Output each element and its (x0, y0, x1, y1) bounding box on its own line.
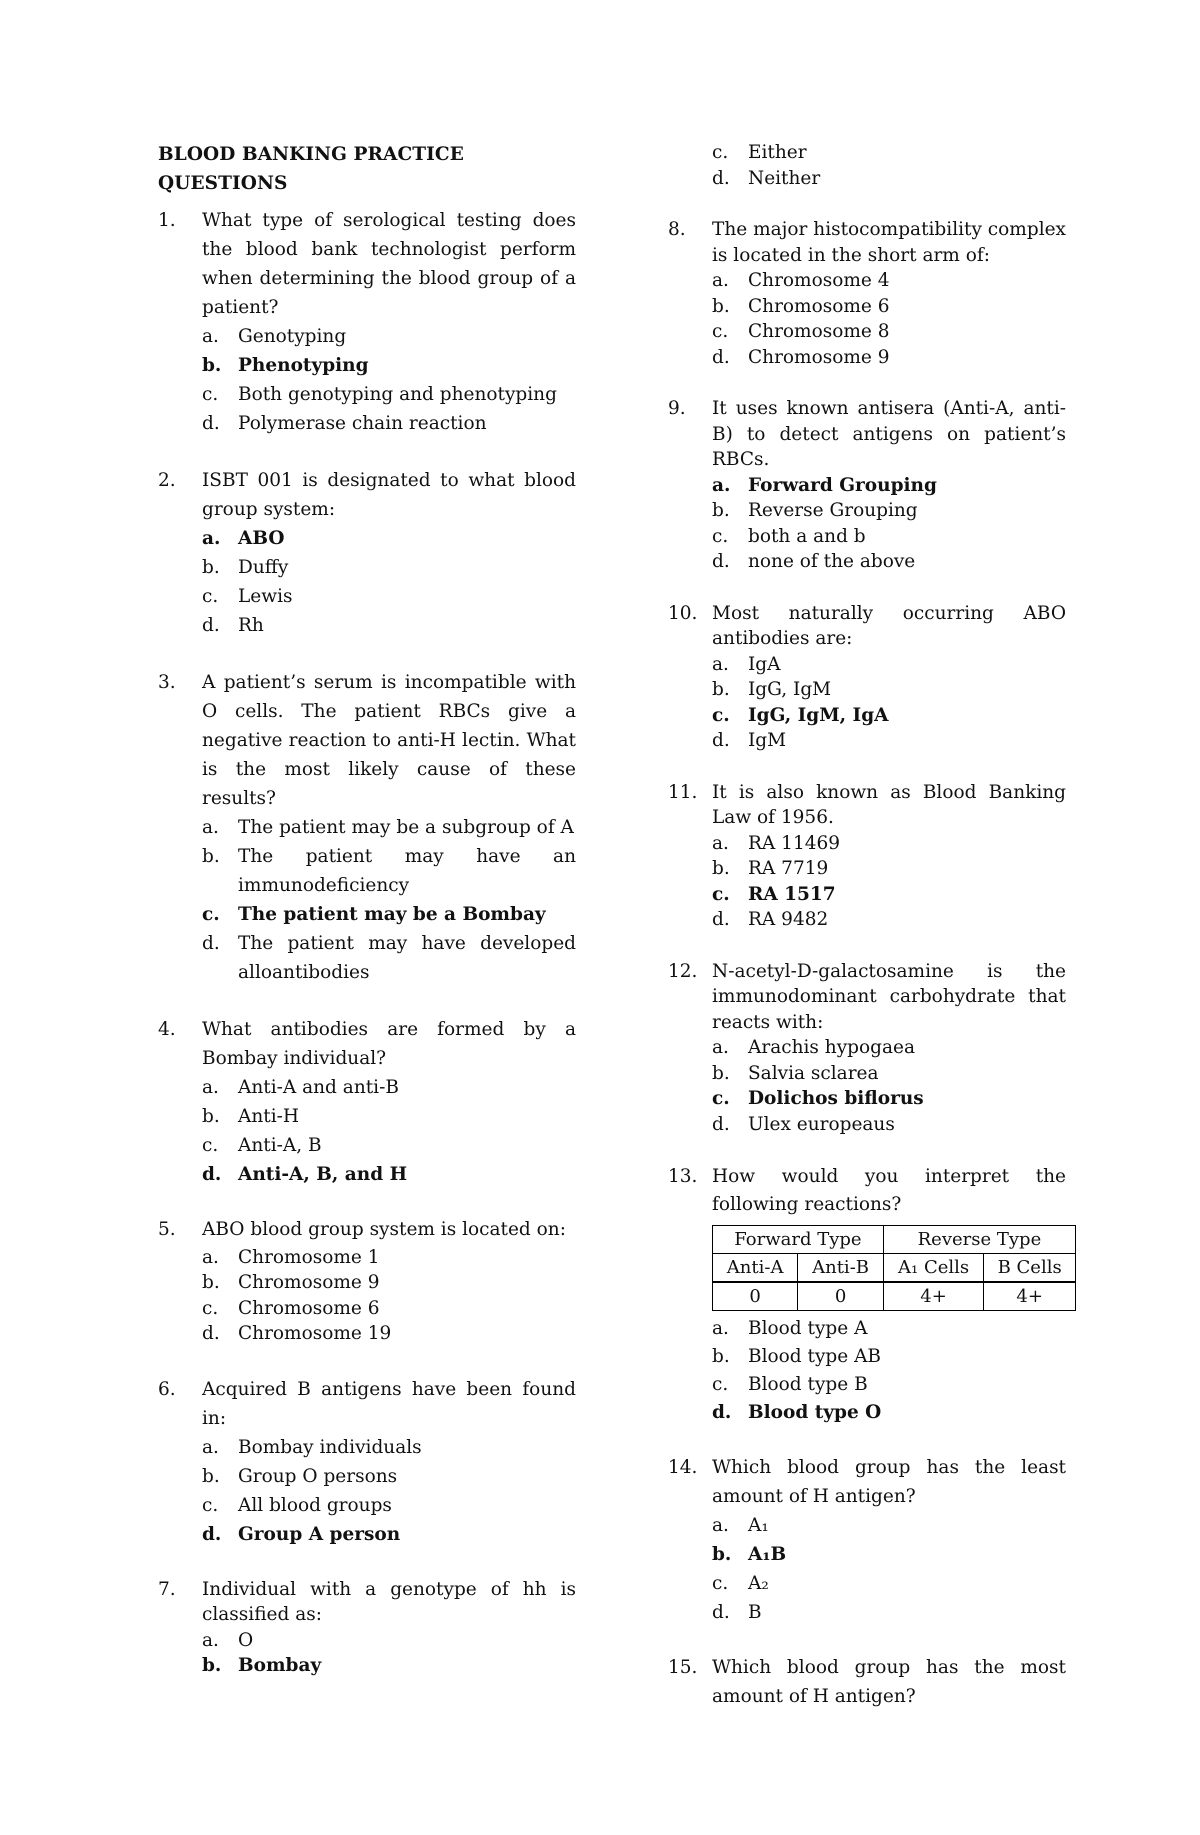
table-group-header-row (713, 1226, 1076, 1254)
question-number: 8. (668, 219, 686, 240)
question-number: 15. (668, 1657, 698, 1678)
option-c: c. Chromosome 6 (202, 1297, 380, 1319)
question-7 (158, 1577, 576, 1679)
anti-a-value: 0 (713, 1282, 798, 1311)
question-number: 1. (158, 210, 176, 231)
option-b: b. Group O persons (202, 1465, 398, 1487)
option-b-answer: b. A₁B (712, 1544, 787, 1565)
b-cells-header: B Cells (984, 1254, 1076, 1283)
option-d: d. none of the above (712, 551, 916, 572)
question-text: Which blood group has the least amount of H antigen? (712, 1457, 1066, 1507)
question-text: What type of serological testing does the blood bank technologist perform when determining the blood group of a patient? (202, 210, 576, 318)
option-d: d. Neither (712, 167, 821, 189)
option-b: b. Duffy (202, 557, 289, 578)
question-number: 7. (158, 1578, 176, 1600)
option-a: a. The patient may be a subgroup of A (202, 817, 574, 838)
question-number: 12. (668, 960, 698, 982)
question-2 (158, 466, 576, 640)
page-title: BLOOD BANKING PRACTICE QUESTIONS (158, 144, 464, 194)
question-5 (158, 1217, 576, 1347)
reactions-table (712, 1225, 1076, 1311)
question-text: Individual with a genotype of hh is classified as: (202, 1578, 576, 1625)
option-d: d. Chromosome 19 (202, 1323, 392, 1344)
option-b: b. Chromosome 9 (202, 1272, 380, 1293)
question-number: 13. (668, 1166, 698, 1187)
question-text: A patient’s serum is incompatible with O cells. The patient RBCs give a negative reaction to anti-H lectin. What is the most likely cause of these results? (202, 672, 576, 809)
question-text: ABO blood group system is located on: (202, 1219, 566, 1240)
question-text: Acquired B antigens have been found in: (202, 1378, 576, 1429)
question-14 (668, 1453, 1066, 1627)
a1-cells-value: 4+ (883, 1282, 983, 1311)
option-d: d. Ulex europeaus (712, 1113, 895, 1135)
option-a: a. Bombay individuals (202, 1436, 422, 1458)
question-13 (668, 1163, 1066, 1427)
option-b: b. Anti-H (202, 1106, 300, 1127)
question-number: 5. (158, 1219, 176, 1240)
option-c: c. Blood type B (712, 1374, 868, 1395)
anti-b-header: Anti-B (798, 1254, 884, 1283)
option-d: d. IgM (712, 730, 787, 751)
right-column (668, 140, 1066, 1737)
option-d: d. The patient may have developed alloantibodies (202, 933, 576, 983)
table-column-header-row (713, 1254, 1076, 1283)
option-b: b. The patient may have an immunodeficiency (202, 846, 576, 896)
option-b: b. Blood type AB (712, 1346, 882, 1367)
option-b: b. Salvia sclarea (712, 1062, 879, 1084)
option-d: d. Rh (202, 615, 264, 636)
b-cells-value: 4+ (984, 1282, 1076, 1311)
question-number: 10. (668, 602, 698, 624)
option-a: a. Blood type A (712, 1318, 868, 1339)
question-text: What antibodies are formed by a Bombay individual? (202, 1019, 576, 1069)
option-a: a. Genotyping (202, 326, 347, 347)
question-text: N-acetyl-D-galactosamine is the immunodominant carbohydrate that reacts with: (712, 960, 1066, 1033)
question-text: ISBT 001 is designated to what blood group system: (202, 470, 576, 520)
reverse-type-header: Reverse Type (883, 1226, 1075, 1254)
option-b: b. RA 7719 (712, 858, 829, 879)
question-number: 2. (158, 470, 176, 491)
option-d-answer: d. Anti-A, B, and H (202, 1164, 408, 1185)
option-c: c. Anti-A, B (202, 1135, 322, 1156)
question-4 (158, 1015, 576, 1189)
question-text: It uses known antisera (Anti-A, anti-B) to detect antigens on patient’s RBCs. (712, 398, 1066, 470)
table-row (713, 1282, 1076, 1311)
left-column (158, 140, 576, 1707)
option-a: a. IgA (712, 653, 781, 675)
option-c: c. A₂ (712, 1573, 769, 1594)
question-text: It is also known as Blood Banking Law of 1956. (712, 781, 1066, 828)
option-c-answer: c. RA 1517 (712, 883, 836, 905)
option-d: d. Polymerase chain reaction (202, 413, 487, 434)
question-7-continued (668, 140, 1066, 191)
option-b-answer: b. Phenotyping (202, 355, 369, 376)
option-a: a. Chromosome 4 (712, 270, 890, 291)
option-b: b. IgG, IgM (712, 679, 832, 700)
option-a: a. Arachis hypogaea (712, 1037, 915, 1058)
forward-type-header: Forward Type (713, 1226, 884, 1254)
question-9 (668, 396, 1066, 575)
option-d: d. Chromosome 9 (712, 346, 890, 368)
question-number: 4. (158, 1019, 176, 1040)
question-text: Most naturally occurring ABO antibodies are: (712, 602, 1066, 649)
option-c: c. Chromosome 8 (712, 321, 890, 342)
question-number: 6. (158, 1378, 176, 1400)
option-d: d. B (712, 1602, 762, 1623)
option-c-answer: c. The patient may be a Bombay (202, 904, 546, 925)
option-c: c. Either (712, 142, 807, 163)
option-c: c. All blood groups (202, 1494, 392, 1516)
question-text: Which blood group has the most amount of H antigen? (712, 1657, 1066, 1707)
question-text: The major histocompatibility complex is located in the short arm of: (712, 219, 1066, 266)
option-c-answer: c. IgG, IgM, IgA (712, 704, 889, 726)
question-number: 14. (668, 1457, 698, 1478)
option-d-answer: d. Group A person (202, 1523, 401, 1545)
option-a: a. Anti-A and anti-B (202, 1077, 399, 1098)
question-text: How would you interpret the following reactions? (712, 1166, 1066, 1215)
question-number: 9. (668, 398, 686, 419)
question-number: 11. (668, 781, 698, 803)
option-d: d. RA 9482 (712, 909, 829, 930)
option-c: c. Lewis (202, 586, 293, 607)
question-10 (668, 601, 1066, 754)
question-1 (158, 206, 576, 438)
option-a-answer: a. Forward Grouping (712, 474, 937, 496)
option-c: c. Both genotyping and phenotyping (202, 384, 557, 405)
question-8 (668, 217, 1066, 370)
question-12 (668, 959, 1066, 1138)
question-3 (158, 668, 576, 987)
question-11 (668, 780, 1066, 933)
option-a: a. A₁ (712, 1515, 769, 1536)
option-b-answer: b. Bombay (202, 1655, 322, 1676)
option-a: a. Chromosome 1 (202, 1246, 380, 1268)
option-a-answer: a. ABO (202, 528, 285, 549)
option-c: c. both a and b (712, 525, 866, 547)
question-15 (668, 1653, 1066, 1711)
option-d-answer: d. Blood type O (712, 1402, 882, 1423)
anti-b-value: 0 (798, 1282, 884, 1311)
option-b: b. Chromosome 6 (712, 295, 890, 317)
a1-cells-header: A₁ Cells (883, 1254, 983, 1283)
option-a: a. RA 11469 (712, 832, 841, 854)
anti-a-header: Anti-A (713, 1254, 798, 1283)
question-number: 3. (158, 672, 176, 693)
option-a: a. O (202, 1629, 254, 1651)
question-6 (158, 1375, 576, 1549)
option-b: b. Reverse Grouping (712, 500, 918, 521)
option-c-answer: c. Dolichos biflorus (712, 1088, 924, 1109)
